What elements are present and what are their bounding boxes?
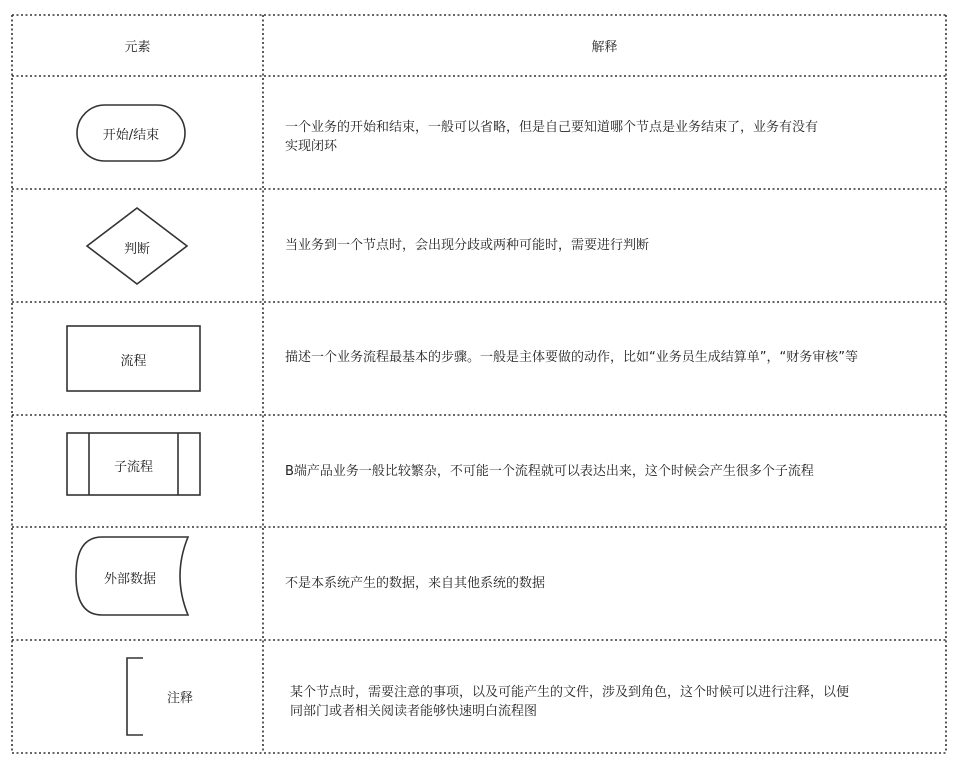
explanation-external-data: 不是本系统产生的数据，来自其他系统的数据 bbox=[285, 576, 546, 591]
annotation-bracket-shape bbox=[127, 658, 143, 735]
label-subprocess: 子流程 bbox=[113, 460, 153, 475]
label-decision: 判断 bbox=[123, 242, 150, 257]
explanation-process: 描述一个业务流程最基本的步骤。一般是主体要做的动作，比如“业务员生成结算单”，“财务审核”等 bbox=[285, 350, 858, 365]
explanation-terminator: 一个业务的开始和结束，一般可以省略，但是自己要知道哪个节点是业务结束了，业务有没有 实现闭环 bbox=[285, 120, 819, 154]
label-terminator: 开始/结束 bbox=[102, 128, 160, 143]
explanation-annotation: 某个节点时，需要注意的事项，以及可能产生的文件，涉及到角色，这个时候可以进行注释，以便 同部门或者相关阅读者能够快速明白流程图 bbox=[290, 685, 850, 719]
label-process: 流程 bbox=[120, 354, 147, 369]
explanation-decision: 当业务到一个节点时，会出现分歧或两种可能时，需要进行判断 bbox=[285, 238, 650, 253]
header-element: 元素 bbox=[124, 40, 151, 55]
explanation-subprocess: B端产品业务一般比较繁杂，不可能一个流程就可以表达出来，这个时候会产生很多个子流程 bbox=[285, 464, 814, 479]
label-annotation: 注释 bbox=[166, 691, 193, 706]
label-external-data: 外部数据 bbox=[103, 572, 156, 587]
header-explanation: 解释 bbox=[591, 40, 618, 55]
